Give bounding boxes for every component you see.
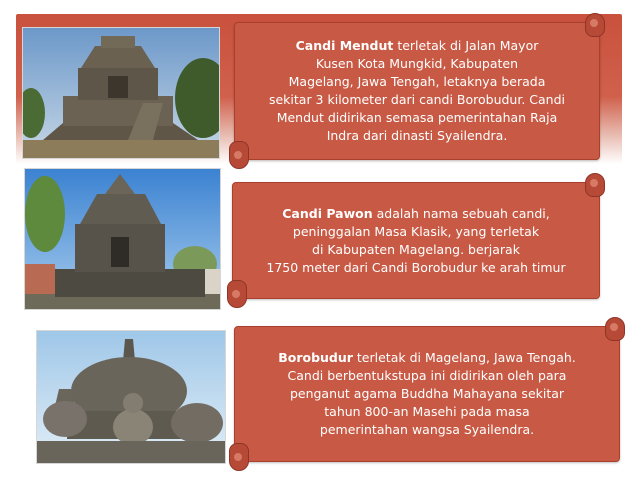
description-line: tahun 800-an Masehi pada masa xyxy=(324,404,530,419)
scroll-text xyxy=(243,183,589,298)
description-line: 1750 meter dari Candi Borobudur ke arah timur xyxy=(266,259,566,275)
temple-name: Borobudur xyxy=(278,350,353,365)
candi-mendut-photo xyxy=(22,27,220,159)
info-scroll-candi-mendut xyxy=(234,22,600,160)
description-line: terletak di Jalan Mayor xyxy=(393,38,539,53)
description-line: sekitar 3 kilometer dari candi Borobudur. Candi xyxy=(268,92,566,107)
info-scroll-candi-pawon xyxy=(232,182,600,299)
candi-pawon-photo xyxy=(24,168,221,310)
description-line: Magelang, Jawa Tengah, letaknya berada xyxy=(288,74,546,89)
description-line: pemerintahan wangsa Syailendra. xyxy=(319,422,535,437)
description-line: di Kabupaten Magelang. berjarak xyxy=(312,241,520,257)
description-line: Mendut didirikan semasa pemerintahan Raja xyxy=(276,110,558,125)
temple-name: Candi Mendut xyxy=(295,38,394,53)
description-line: Indra dari dinasti Syailendra. xyxy=(326,128,508,143)
scroll-text xyxy=(245,327,609,461)
description-line: Kusen Kota Mungkid, Kabupaten xyxy=(315,56,519,71)
description-line: terletak di Magelang, Jawa Tengah. xyxy=(352,350,576,365)
temple-name: Candi Pawon xyxy=(282,205,373,221)
description-line: adalah nama sebuah candi, xyxy=(372,205,550,221)
info-scroll-borobudur xyxy=(234,326,620,462)
borobudur-photo xyxy=(36,330,226,464)
scroll-text xyxy=(245,23,589,159)
description-line: peninggalan Masa Klasik, yang terletak xyxy=(292,223,540,239)
description-line: penganut agama Buddha Mahayana sekitar xyxy=(289,386,565,401)
description-line: Candi berbentukstupa ini didirikan oleh para xyxy=(287,368,567,383)
